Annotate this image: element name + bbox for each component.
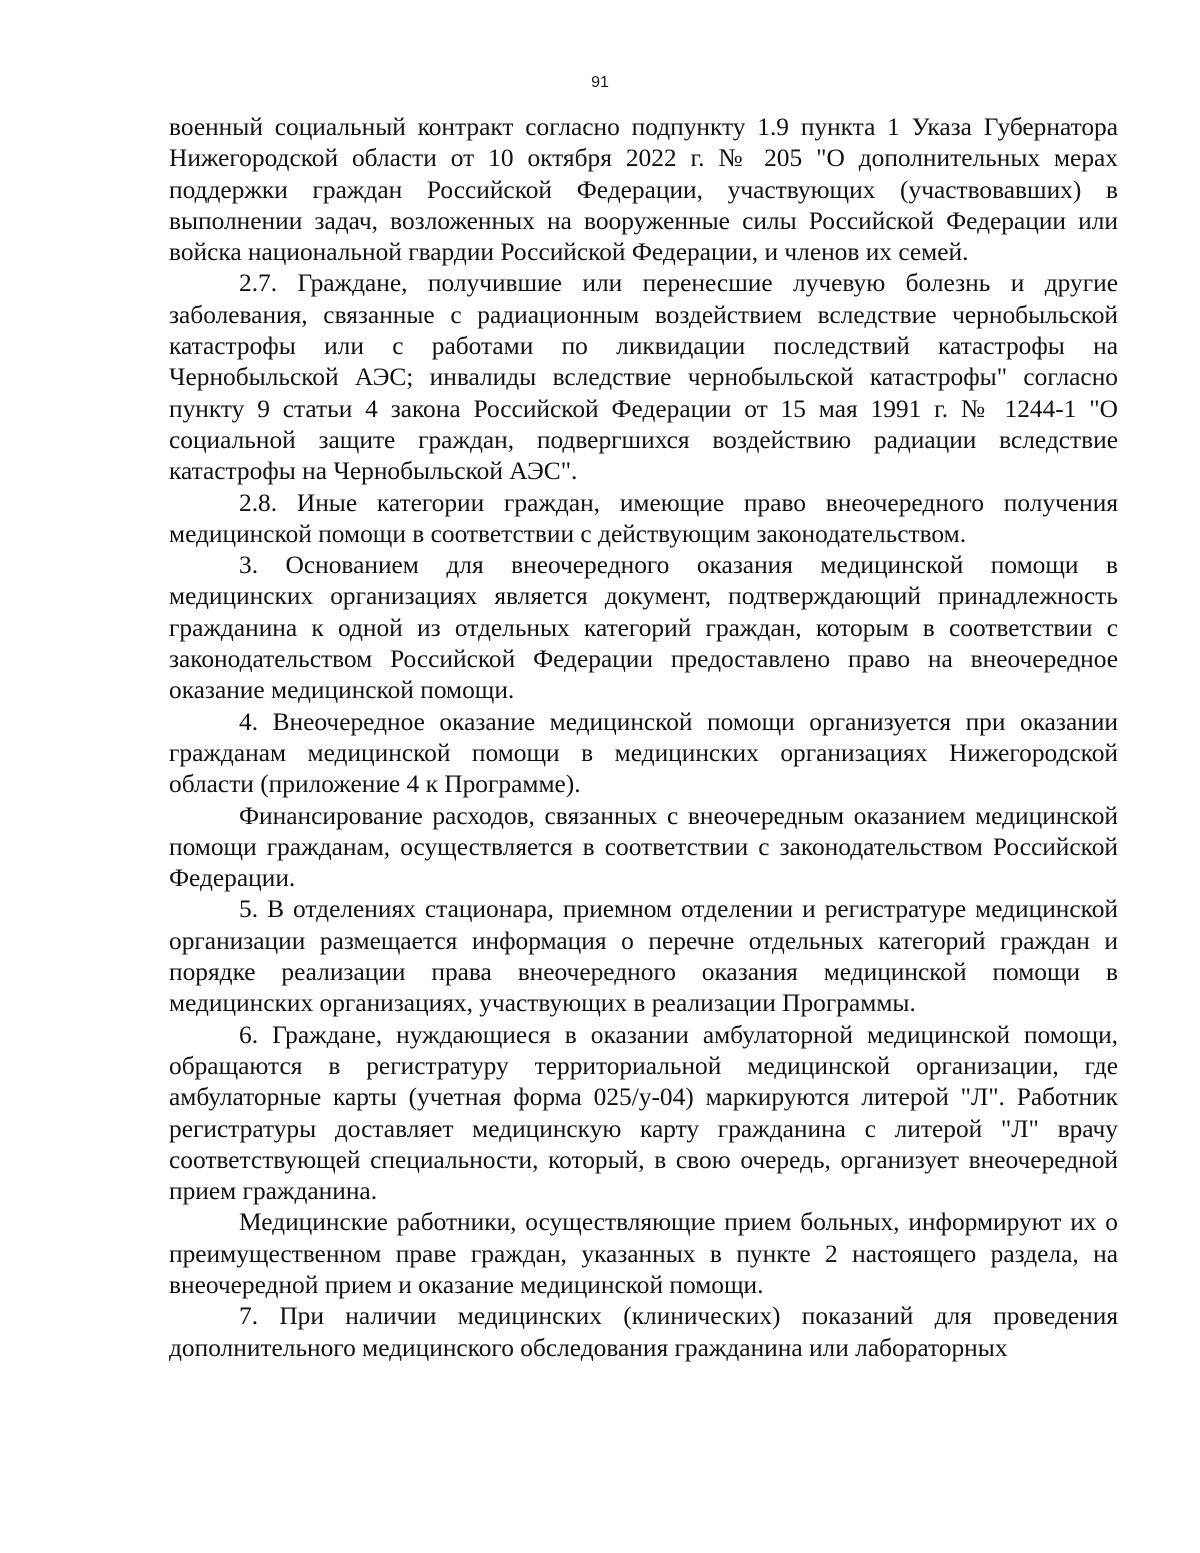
paragraph-2-8: 2.8. Иные категории граждан, имеющие право внеочередного получения медицинской помощи в соответствии с действующим законодательством. xyxy=(169,488,1118,548)
paragraph-4: 4. Внеочередное оказание медицинской помощи организуется при оказании гражданам медицинской помощи в медицинских организациях Нижегородской области (приложение 4 к Программе). xyxy=(169,707,1118,799)
paragraph-7: 7. При наличии медицинских (клинических) показаний для проведения дополнительного медицинского обследования гражданина или лабораторных xyxy=(169,1302,1118,1362)
page-number: 91 xyxy=(591,74,609,91)
paragraph-5: 5. В отделениях стационара, приемном отделении и регистратуре медицинской организации размещается информация о перечне отдельных категорий граждан и порядке реализации права внеочередного оказания медицинской помощи в медицинских организациях, участвующих в реализации Программы. xyxy=(169,895,1118,1018)
paragraph-2-7: 2.7. Граждане, получившие или перенесшие лучевую болезнь и другие заболевания, связанные с радиационным воздействием вследствие чернобыльской катастрофы или с работами по ликвидации последствий катастрофы на Чернобыльской АЭС; инвалиды вследствие чернобыльской катастрофы" согласно пункту 9 статьи 4 закона Российской Федерации от 15 мая 1991 г. № 1244-1 "О социальной защите граждан, подвергшихся воздействию радиации вследствие катастрофы на Чернобыльской АЭС". xyxy=(169,269,1118,486)
paragraph-6-medical-workers: Медицинские работники, осуществляющие прием больных, информируют их о преимущественном праве граждан, указанных в пункте 2 настоящего раздела, на внеочередной прием и оказание медицинской помощи. xyxy=(169,1208,1118,1299)
paragraph-6: 6. Граждане, нуждающиеся в оказании амбулаторной медицинской помощи, обращаются в регистратуру территориальной медицинской организации, где амбулаторные карты (учетная форма 025/у-04) маркируются литерой "Л". Работник регистратуры доставляет медицинскую карту гражданина с литерой "Л" врачу соответствующей специальности, который, в свою очередь, организует внеочередной прием гражданина. xyxy=(169,1020,1118,1206)
paragraph-continuation: военный социальный контракт согласно подпункту 1.9 пункта 1 Указа Губернатора Нижегородской области от 10 октября 2022 г. № 205 "О дополнительных мерах поддержки граждан Российской Федерации, участвующих (участвовавших) в выполнении задач, возложенных на вооруженные силы Российской Федерации или войска национальной гвардии Российской Федерации, и членов их семей. xyxy=(169,113,1118,267)
paragraph-3: 3. Основанием для внеочередного оказания медицинской помощи в медицинских организациях является документ, подтверждающий принадлежность гражданина к одной из отдельных категорий граждан, которым в соответствии с законодательством Российской Федерации предоставлено право на внеочередное оказание медицинской помощи. xyxy=(169,551,1118,705)
document-body xyxy=(169,112,1118,1364)
paragraph-4-financing: Финансирование расходов, связанных с внеочередным оказанием медицинской помощи гражданам, осуществляется в соответствии с законодательством Российской Федерации. xyxy=(169,801,1118,893)
